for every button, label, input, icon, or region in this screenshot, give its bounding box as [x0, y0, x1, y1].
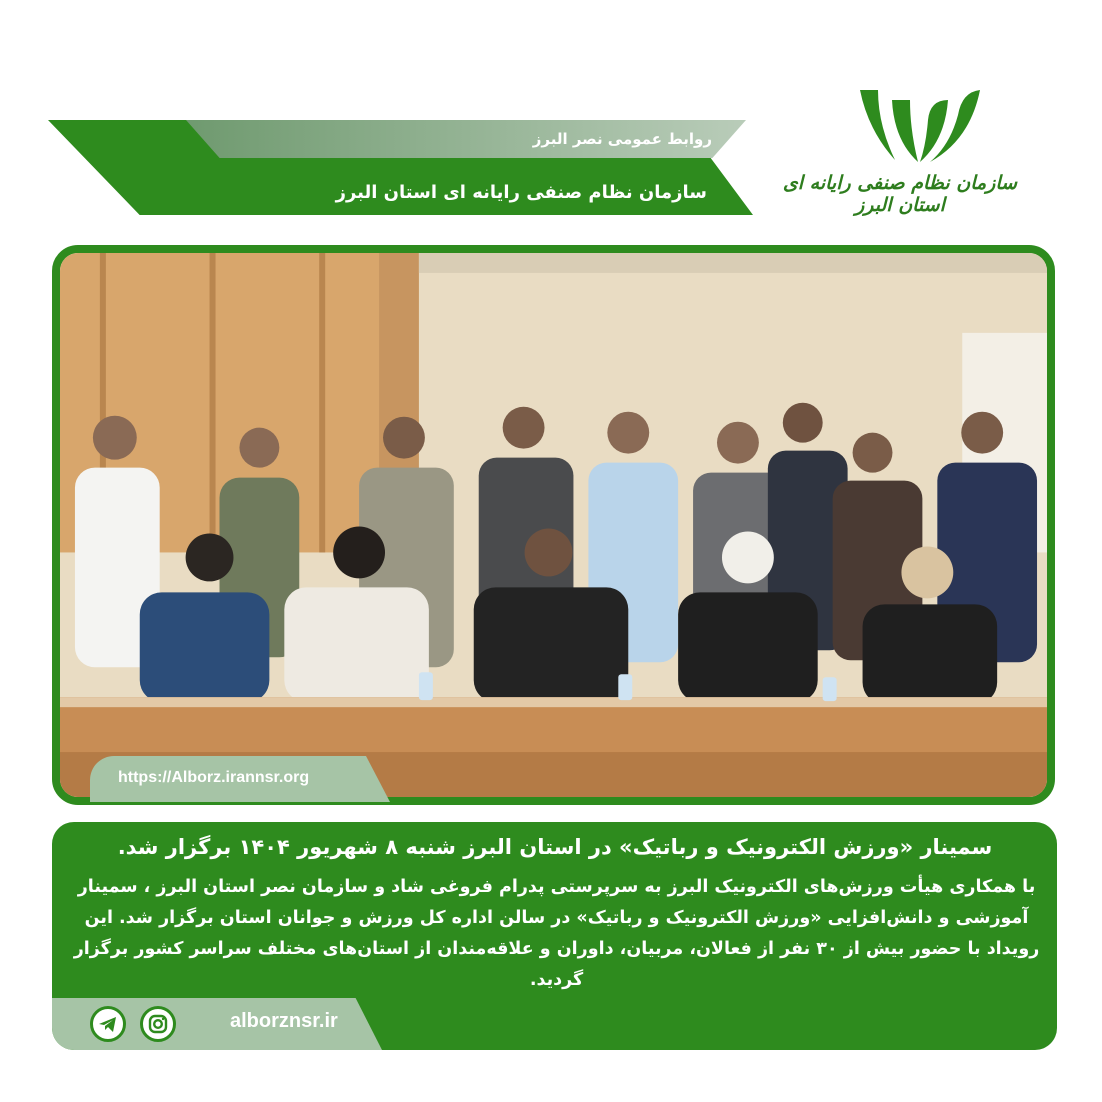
website-url[interactable]: https://Alborz.irannsr.org [118, 769, 310, 786]
logo-caption: سازمان نظام صنفی رایانه ای استان البرز [782, 172, 1018, 216]
footer-website[interactable]: alborznsr.ir [230, 1010, 338, 1032]
article-body: با همکاری هیأت ورزش‌های الکترونیک البرز به سرپرستی پدرام فروغی شاد و سازمان نصر استان البرز ، سمینار آموزشی و دانش‌افزایی «ورزش الکترونیک و رباتیک» در سالن اداره کل ورزش و جوانان استان برگزار شد. این رویداد با حضور بیش از ۳۰ نفر از فعالان، مربیان، داوران و علاقه‌مندان از استان‌های مختلف سراسر کشور برگزار گردید. [73, 877, 1040, 990]
organization-logo [850, 80, 990, 170]
group-photo-image [60, 253, 1047, 797]
group-photo [52, 245, 1055, 805]
header-title: سازمان نظام صنفی رایانه ای استان البرز [335, 182, 707, 203]
header-subtitle: روابط عمومی نصر البرز [532, 130, 712, 148]
telegram-icon[interactable] [90, 1006, 126, 1042]
article-headline: سمینار «ورزش الکترونیک و رباتیک» در استان البرز شنبه ۸ شهریور ۱۴۰۴ برگزار شد. [117, 835, 993, 859]
instagram-icon[interactable] [140, 1006, 176, 1042]
